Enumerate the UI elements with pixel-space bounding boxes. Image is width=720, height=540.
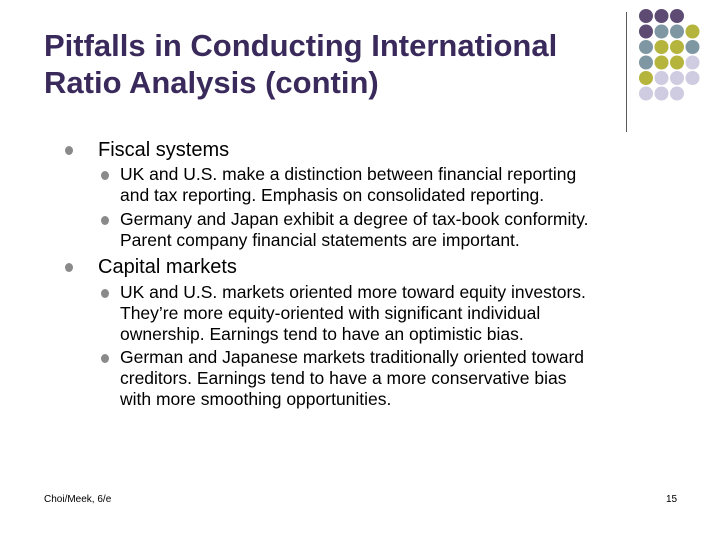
page-number: 15 [666, 494, 678, 505]
bullet-dot [65, 146, 73, 155]
sub-bullet-dot [101, 354, 109, 363]
sub-bullet-text: UK and U.S. make a distinction between financial reporting [120, 164, 577, 184]
bullet-dot [65, 263, 73, 272]
sub-bullet-text: UK and U.S. markets oriented more toward equity investors. [120, 282, 586, 302]
sub-bullet-text: Parent company financial statements are important. [120, 230, 520, 250]
sub-bullet-text: with more smoothing opportunities. [120, 389, 392, 409]
sub-bullet-dot [101, 289, 109, 298]
bullet-heading: Fiscal systems [98, 139, 230, 161]
sub-bullet-text: Germany and Japan exhibit a degree of tax-book conformity. [120, 209, 589, 229]
title-line-2: Ratio Analysis (contin) [44, 65, 379, 100]
bullet-heading: Capital markets [98, 256, 237, 278]
footer-source: Choi/Meek, 6/e [44, 494, 112, 505]
sub-bullet-dot [101, 216, 109, 225]
title-line-1: Pitfalls in Conducting International [44, 28, 558, 63]
sub-bullet-text: ownership. Earnings tend to have an optimistic bias. [120, 324, 524, 344]
sub-bullet-text: creditors. Earnings tend to have a more conservative bias [120, 368, 567, 388]
sub-bullet-text: German and Japanese markets traditionally oriented toward [120, 347, 584, 367]
sub-bullet-dot [101, 171, 109, 180]
sub-bullet-text: They’re more equity-oriented with significant individual [120, 303, 541, 323]
sub-bullet-text: and tax reporting. Emphasis on consolidated reporting. [120, 185, 545, 205]
